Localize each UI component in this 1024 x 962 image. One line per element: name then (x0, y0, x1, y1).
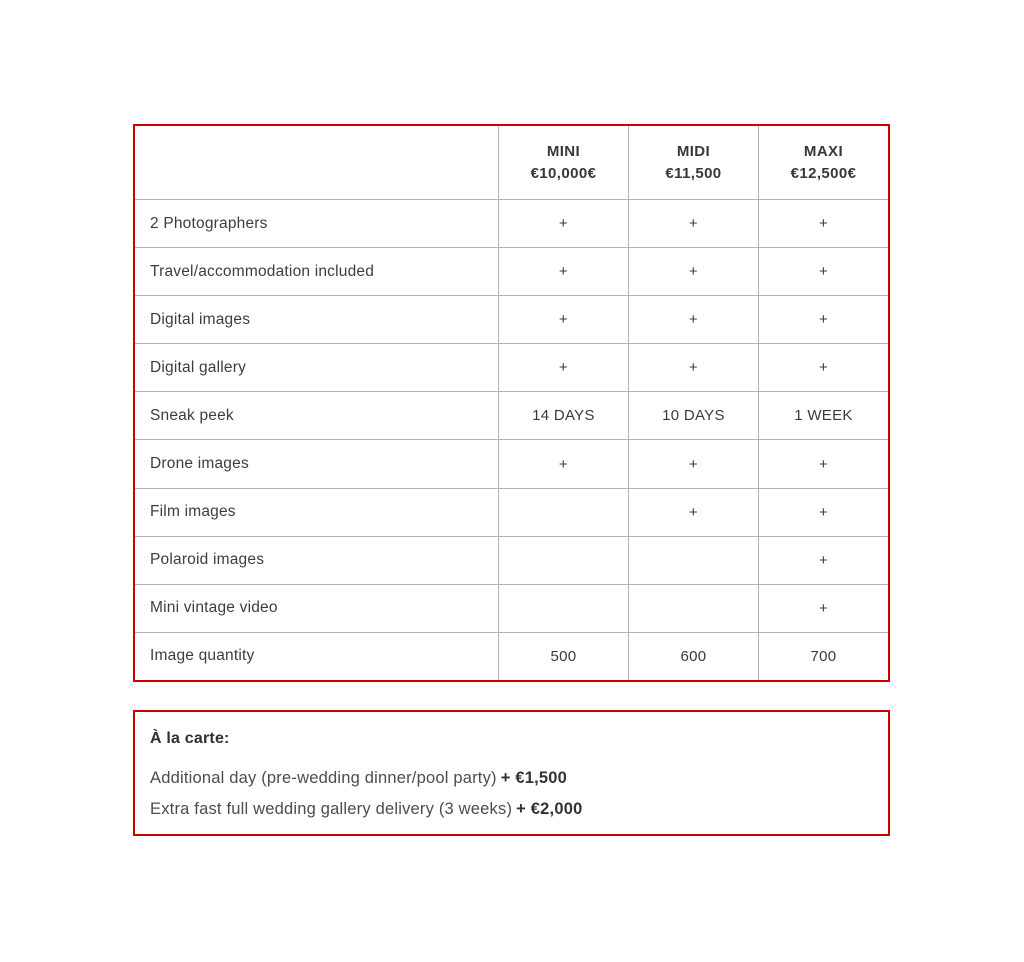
a-la-carte-item-price: + €2,000 (516, 800, 583, 818)
cell-value: + (628, 248, 758, 295)
cell-value: + (628, 440, 758, 487)
cell-value: + (628, 296, 758, 343)
package-name: MINI (546, 143, 581, 160)
cell-value: + (758, 344, 888, 391)
cell-value: + (758, 489, 888, 536)
row-label: Digital gallery (150, 358, 247, 376)
header-cell-mini (498, 126, 628, 199)
cell-value: + (628, 489, 758, 536)
table-row-digital-gallery (135, 343, 888, 391)
pricing-table-header (135, 126, 888, 199)
table-row-mini-vintage-video (135, 584, 888, 632)
a-la-carte-item (150, 794, 878, 825)
row-label: Polaroid images (150, 551, 265, 569)
cell-value: + (758, 585, 888, 632)
table-row-polaroid-images (135, 536, 888, 584)
package-price: €11,500 (665, 165, 722, 182)
a-la-carte-heading: À la carte: (150, 730, 230, 747)
cell-value: + (758, 296, 888, 343)
cell-value: + (498, 344, 628, 391)
package-price: €12,500€ (790, 165, 857, 182)
row-label: Digital images (150, 310, 251, 328)
cell-value: 500 (498, 633, 628, 680)
header-empty-cell (135, 126, 498, 199)
row-label: Mini vintage video (150, 599, 278, 617)
cell-value: + (628, 344, 758, 391)
a-la-carte-box (133, 710, 890, 836)
a-la-carte-item-text: Additional day (pre-wedding dinner/pool party) (150, 769, 497, 787)
cell-value: + (758, 248, 888, 295)
row-label: Sneak peek (150, 406, 234, 424)
package-price: €10,000€ (530, 165, 597, 182)
header-cell-maxi (758, 126, 888, 199)
a-la-carte-item-text: Extra fast full wedding gallery delivery (3 weeks) (150, 800, 513, 818)
cell-value: + (498, 200, 628, 247)
table-row-sneak-peek (135, 391, 888, 439)
table-row-image-quantity (135, 632, 888, 680)
row-label: Film images (150, 503, 236, 521)
cell-value: 600 (628, 633, 758, 680)
row-label: 2 Photographers (150, 214, 268, 232)
cell-value: + (498, 248, 628, 295)
package-name: MAXI (803, 143, 844, 160)
cell-value: 14 DAYS (498, 392, 628, 439)
cell-value: + (758, 440, 888, 487)
cell-value (498, 489, 628, 536)
cell-value (498, 585, 628, 632)
table-row-digital-images (135, 295, 888, 343)
cell-value: + (628, 200, 758, 247)
cell-value: 10 DAYS (628, 392, 758, 439)
cell-value (628, 585, 758, 632)
header-cell-midi (628, 126, 758, 199)
row-label: Travel/accommodation included (150, 262, 375, 280)
table-row-travel (135, 247, 888, 295)
cell-value: + (498, 296, 628, 343)
cell-value: + (758, 200, 888, 247)
package-name: MIDI (676, 143, 711, 160)
cell-value: 700 (758, 633, 888, 680)
table-row-photographers (135, 199, 888, 247)
row-label: Image quantity (150, 647, 255, 665)
cell-value (498, 537, 628, 584)
pricing-table (133, 124, 890, 682)
row-label: Drone images (150, 455, 249, 473)
a-la-carte-item (150, 763, 878, 794)
cell-value (628, 537, 758, 584)
cell-value: 1 WEEK (758, 392, 888, 439)
cell-value: + (758, 537, 888, 584)
a-la-carte-item-price: + €1,500 (500, 769, 568, 787)
cell-value: + (498, 440, 628, 487)
table-row-drone-images (135, 439, 888, 487)
table-row-film-images (135, 488, 888, 536)
